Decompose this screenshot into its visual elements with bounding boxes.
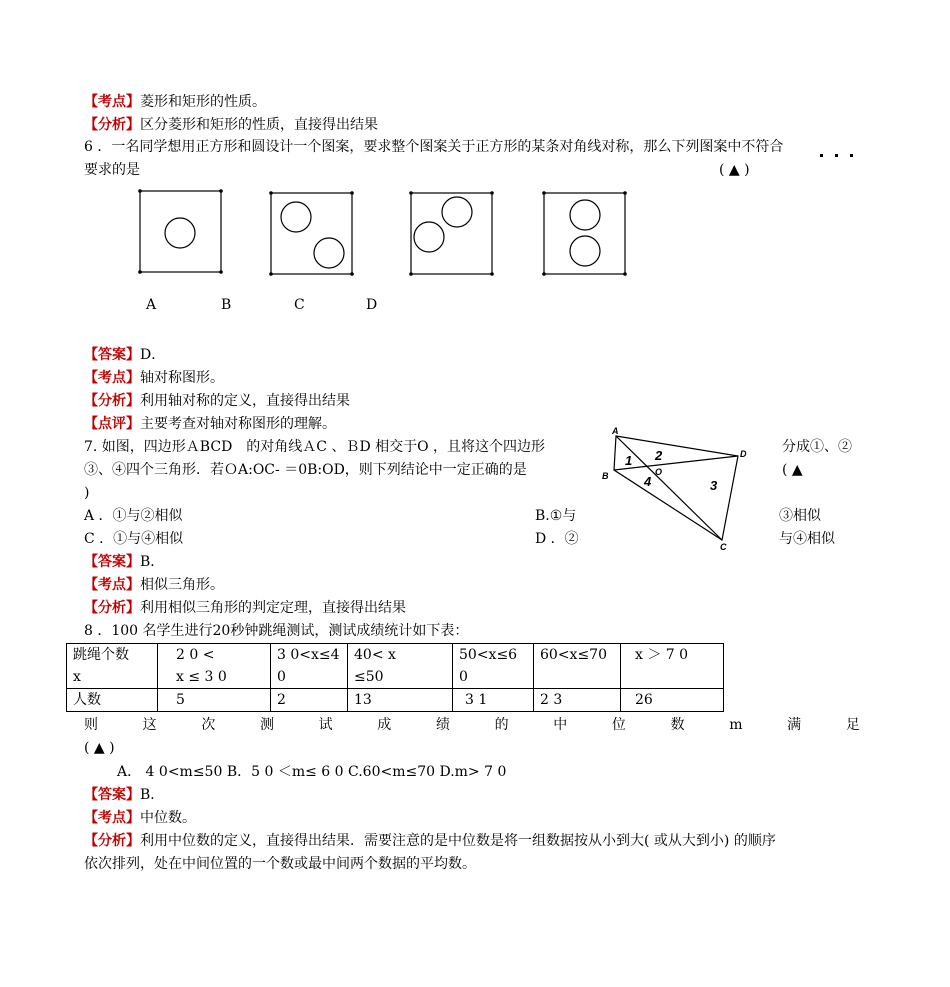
tag-dianping: 【点评】 [84, 416, 140, 432]
tag-daan: 【答案】 [84, 554, 140, 570]
table-cell: 2 [271, 689, 348, 712]
q6-fenxi-text: 利用轴对称的定义，直接得出结果 [140, 393, 350, 409]
q8-answer-paren: ( ▲ ) [84, 740, 115, 756]
region-2-label: 2 [655, 448, 663, 463]
emphasis-dot [820, 154, 823, 157]
q6-daan-line [84, 345, 165, 365]
table-cell: 2 3 [534, 689, 621, 712]
q7-stem-line2-right: ( ▲ [782, 462, 803, 478]
q7-option-a: A ．①与②相似 [84, 508, 183, 524]
q8-options: A． 4 0<m≤50 B．5 0 ＜m≤ 6 0 C.60<m≤70 D.m> 7 0 [117, 764, 507, 780]
q8-daan-text: B． [140, 787, 165, 803]
q6-option-d: D [366, 297, 378, 313]
tag-kaodian: 【考点】 [84, 370, 140, 386]
q8-fenxi-line [84, 831, 776, 851]
table-cell: 2 0 < x ≤ 3 0 [158, 644, 271, 689]
q8-fenxi-line2: 依次排列，处在中间位置的一个数或最中间两个数据的平均数。 [84, 856, 476, 872]
sentence-char: 绩 [435, 717, 450, 733]
q7-option-d-right: 与④相似 [779, 531, 835, 547]
sentence-char: 足 [845, 717, 860, 733]
emphasis-dot [835, 154, 838, 157]
table-cell: 50<x≤6 0 [453, 644, 534, 689]
tag-fenxi: 【分析】 [84, 393, 140, 409]
q8-fenxi-text: 利用中位数的定义，直接得出结果．需要注意的是中位数是将一组数据按从小到大( 或从大到小) 的顺序 [140, 833, 776, 849]
table-cell: 人数 [67, 689, 158, 712]
q7-fenxi-text: 利用相似三角形的判定定理，直接得出结果 [140, 600, 406, 616]
sentence-char: 测 [259, 717, 274, 733]
tag-daan: 【答案】 [84, 787, 140, 803]
tag-kaodian: 【考点】 [84, 94, 140, 110]
q6-answer-paren: ( ▲ ) [719, 162, 750, 178]
q6-kaodian-text: 轴对称图形。 [140, 370, 224, 386]
figure-b [271, 193, 352, 274]
q6-option-b: B [221, 297, 232, 313]
region-4-label: 4 [644, 474, 652, 489]
q6-fenxi-line [84, 391, 350, 411]
vertex-b-label: B [602, 471, 609, 481]
center-o-label: O [655, 467, 663, 477]
sentence-char: 中 [553, 717, 568, 733]
q7-stem-line2: ③、④四个三角形．若ＯA:OC- ＝0B:OD，则下列结论中一定正确的是 [84, 462, 527, 478]
sentence-char: m [729, 717, 743, 733]
q7-kaodian-line [84, 575, 224, 595]
sentence-char: 位 [611, 717, 626, 733]
sentence-char: 成 [377, 717, 392, 733]
table-cell: 40< x ≤50 [348, 644, 453, 689]
q6-figures [130, 183, 640, 283]
q8-kaodian-text: 中位数。 [140, 810, 196, 826]
vertex-a-label: A [612, 426, 619, 436]
q7-option-b-left: B.①与 [535, 508, 577, 524]
tag-daan: 【答案】 [84, 347, 140, 363]
q6-kaodian-line [84, 368, 224, 388]
q6-option-a: A [146, 297, 157, 313]
vertex-d-label: D [740, 449, 747, 459]
table-cell: x ＞ 7 0 [621, 644, 724, 689]
q7-option-b-right: ③相似 [779, 508, 821, 524]
q6-daan-text: D． [140, 347, 166, 363]
q7-option-c: C ．①与④相似 [84, 531, 184, 547]
q7-fenxi-line [84, 598, 406, 618]
q6-stem-line1: 6 ．一名同学想用正方形和圆设计一个图案，要求整个图案关于正方形的某条对角线对称，那么下列图案中不符合 [84, 139, 784, 155]
q7-quadrilateral-figure [598, 424, 758, 554]
q8-kaodian-line [84, 808, 196, 828]
sentence-char: 满 [787, 717, 802, 733]
q8-daan-line [84, 785, 164, 805]
figure-a [140, 191, 221, 272]
table-cell: 跳绳个数 x [67, 644, 158, 689]
q7-option-d-left: D ．② [535, 531, 579, 547]
region-1-label: 1 [625, 453, 633, 468]
q8-stem: 8 ．100 名学生进行20秒钟跳绳测试，测试成绩统计如下表： [84, 623, 469, 639]
q5-kaodian-line [84, 92, 266, 112]
q5-fenxi-text: 区分菱形和矩形的性质，直接得出结果 [140, 117, 378, 133]
tag-fenxi: 【分析】 [84, 117, 140, 133]
q7-daan-text: B． [140, 554, 165, 570]
table-row [67, 689, 724, 712]
sentence-char: 的 [494, 717, 509, 733]
table-cell: 60<x≤70 [534, 644, 621, 689]
table-cell: 5 [158, 689, 271, 712]
sentence-char: 次 [201, 717, 216, 733]
region-3-label: 3 [710, 478, 718, 493]
q6-dianping-line [84, 414, 336, 434]
tag-kaodian: 【考点】 [84, 577, 140, 593]
sentence-char: 数 [670, 717, 685, 733]
q7-kaodian-text: 相似三角形。 [140, 577, 224, 593]
table-cell: 13 [348, 689, 453, 712]
table-row [67, 644, 724, 689]
q6-option-c: C [294, 297, 305, 313]
figure-d [544, 193, 625, 274]
emphasis-dot [850, 154, 853, 157]
q5-fenxi-line [84, 115, 378, 135]
tag-fenxi: 【分析】 [84, 833, 140, 849]
table-cell: 26 [621, 689, 724, 712]
table-cell: 3 0<x≤4 0 [271, 644, 348, 689]
q5-kaodian-text: 菱形和矩形的性质。 [140, 94, 266, 110]
sentence-char: 试 [318, 717, 333, 733]
figure-c [411, 193, 492, 274]
q7-stem-line1-right: 分成①、② [782, 439, 852, 455]
q8-score-table [66, 643, 724, 712]
q6-dianping-text: 主要考查对轴对称图形的理解。 [140, 416, 336, 432]
q7-stem-line3: ) [84, 485, 90, 501]
sentence-char: 则 [84, 717, 98, 733]
q7-daan-line [84, 552, 164, 572]
table-cell: 3 1 [453, 689, 534, 712]
vertex-c-label: C [720, 542, 727, 552]
q8-question-sentence [84, 715, 860, 735]
tag-fenxi: 【分析】 [84, 600, 140, 616]
tag-kaodian: 【考点】 [84, 810, 140, 826]
q6-stem-line2: 要求的是 [84, 162, 140, 178]
sentence-char: 这 [142, 717, 157, 733]
q7-stem-line1: 7. 如图，四边形ＡBCD 的对角线ＡC 、ＢD 相交于O ，且将这个四边形 [84, 439, 546, 455]
